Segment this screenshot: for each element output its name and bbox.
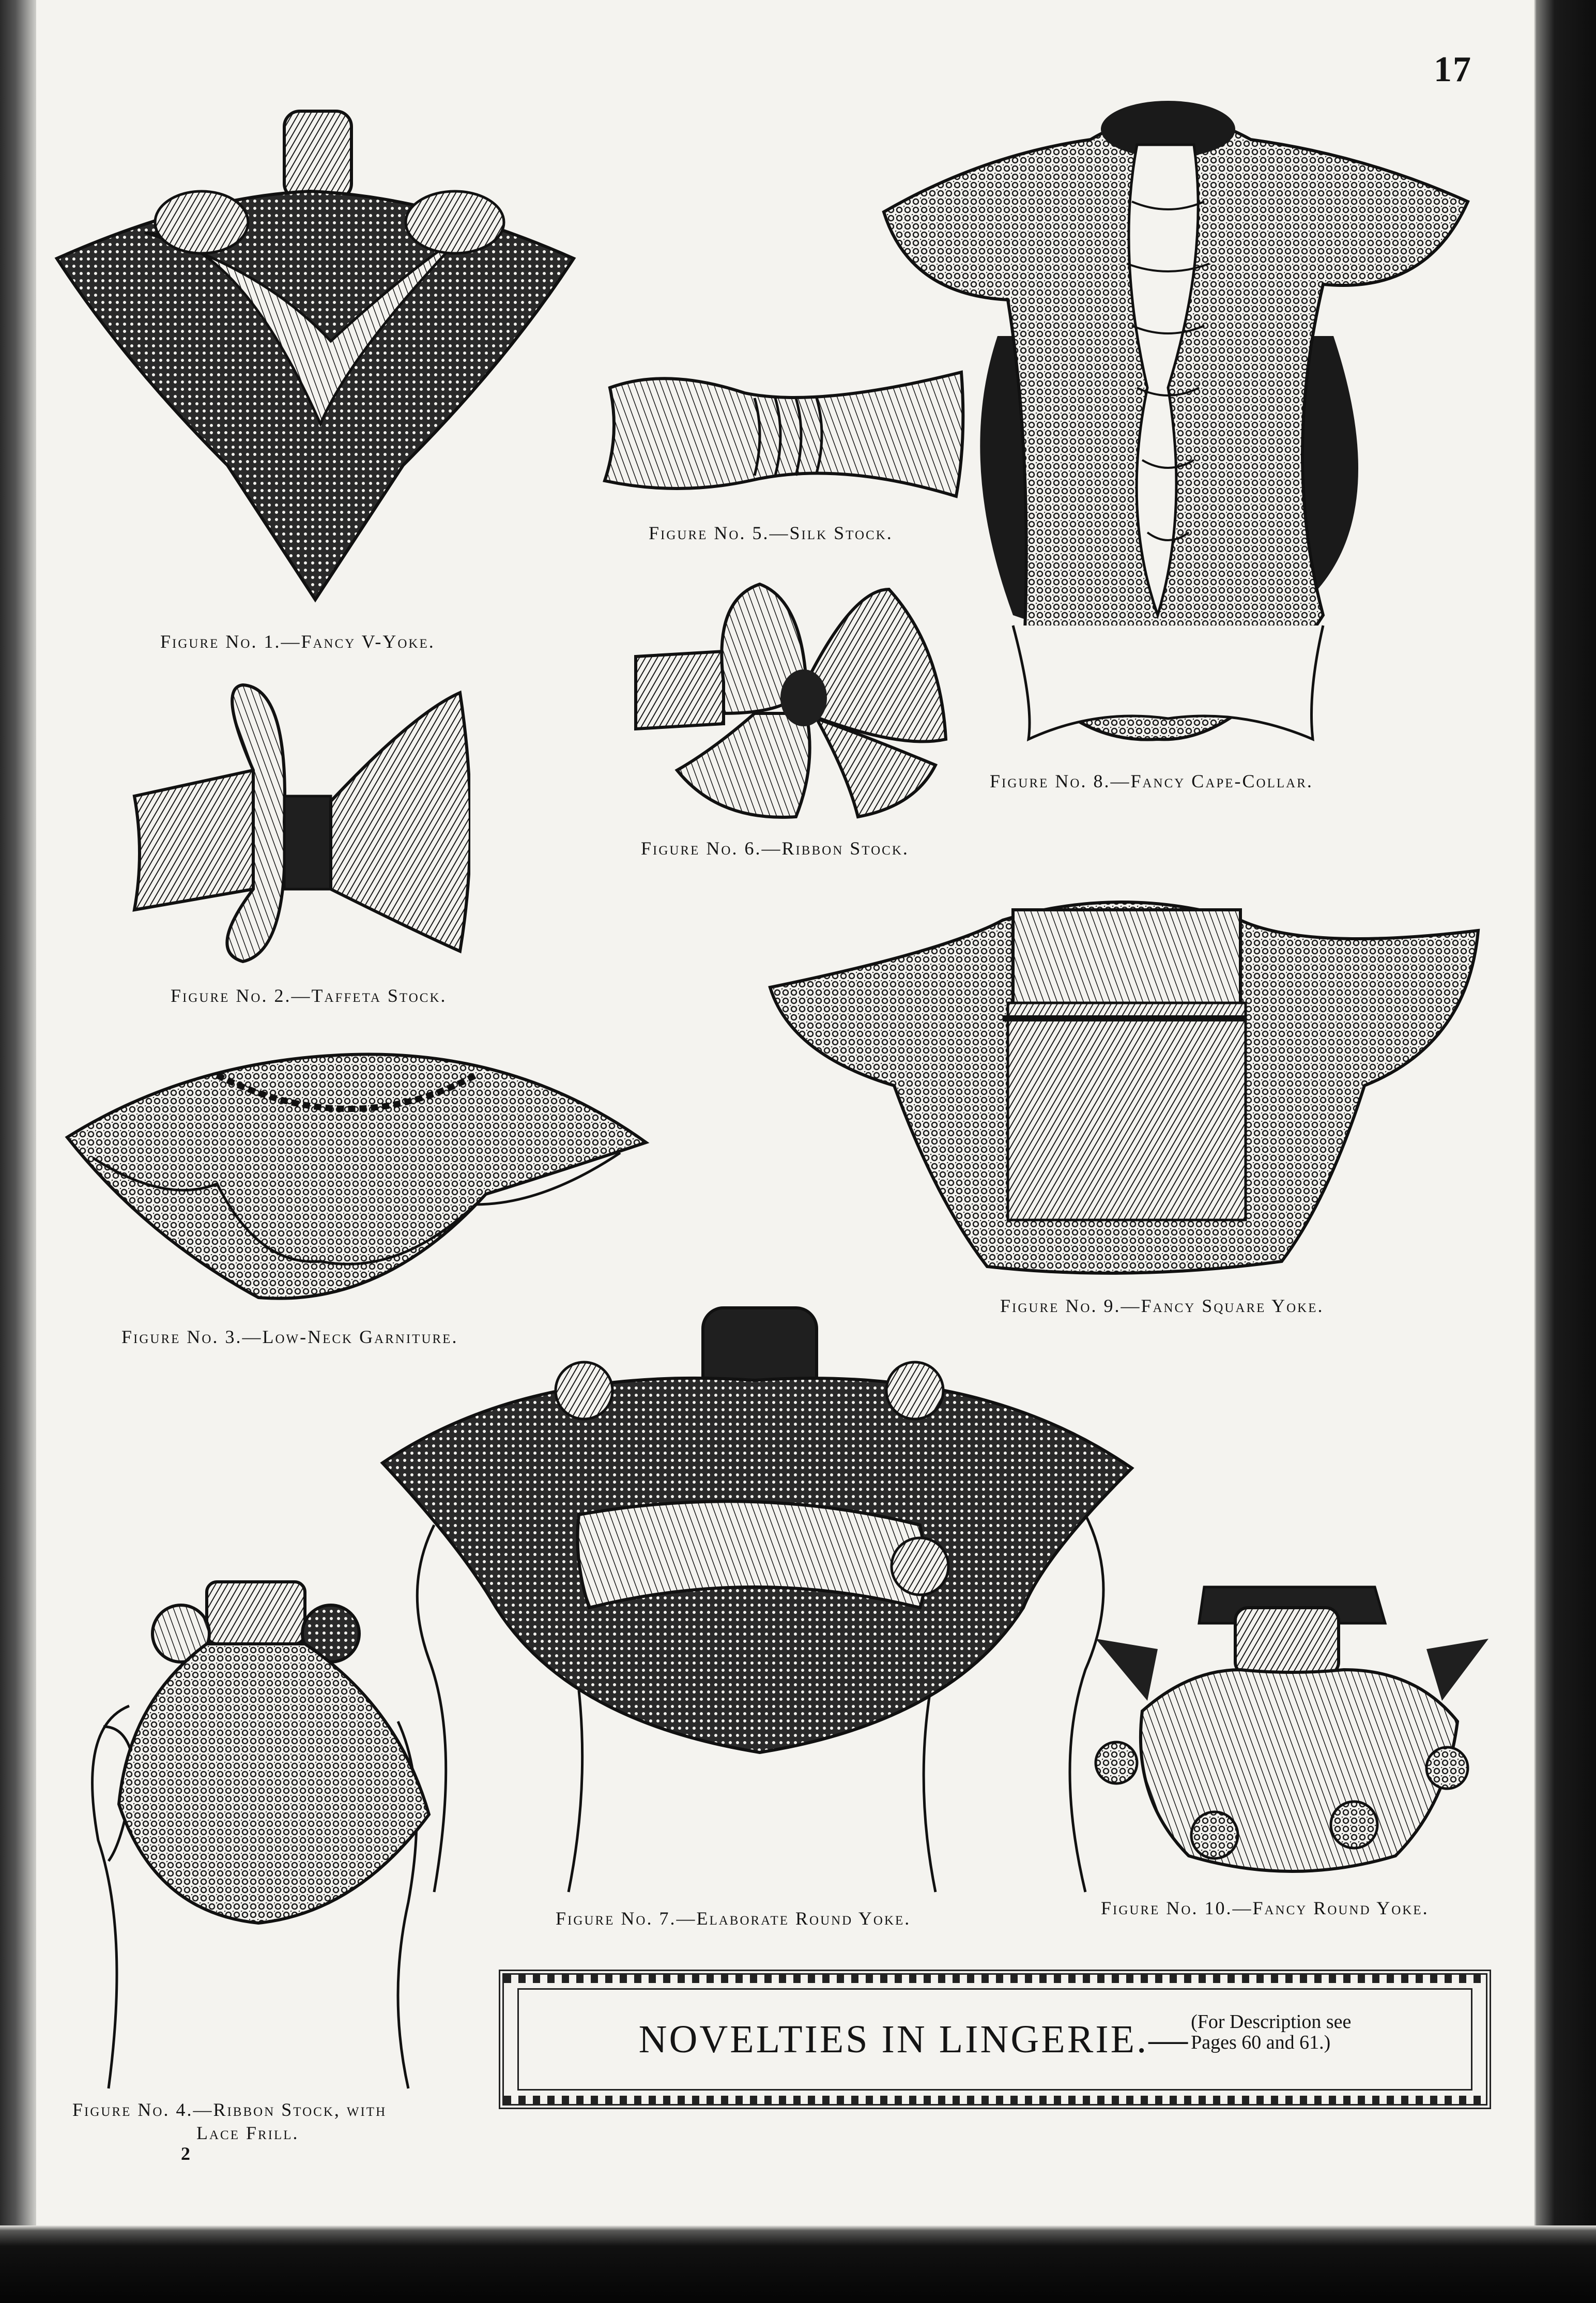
figure-10-fancy-round-yoke-illustration [1085, 1577, 1499, 1887]
figure-9-fancy-square-yoke-illustration [765, 889, 1483, 1282]
scan-bottom-edge [0, 2225, 1596, 2303]
figure-7-caption: Figure No. 7.—Elaborate Round Yoke. [556, 1908, 911, 1929]
title-box-border-ornament [504, 2096, 1486, 2104]
title-box-inner [517, 1988, 1472, 2091]
figure-1-caption: Figure No. 1.—Fancy V-Yoke. [160, 631, 435, 652]
figure-4-caption-line-2: Lace Frill. [196, 2123, 299, 2143]
figure-10-caption: Figure No. 10.—Fancy Round Yoke. [1101, 1898, 1429, 1918]
figure-3-low-neck-garniture-illustration [62, 1039, 651, 1308]
title-box [499, 1970, 1491, 2109]
scan-right-edge [1534, 0, 1596, 2303]
figure-4-caption-line-1: Figure No. 4.—Ribbon Stock, with [72, 2099, 387, 2120]
figure-9-caption: Figure No. 9.—Fancy Square Yoke. [1000, 1295, 1324, 1316]
page-number: 17 [1434, 50, 1472, 89]
figure-8-caption: Figure No. 8.—Fancy Cape-Collar. [990, 771, 1313, 791]
figure-8-fancy-cape-collar-illustration [879, 98, 1473, 750]
figure-2-caption: Figure No. 2.—Taffeta Stock. [171, 985, 447, 1006]
plate-number: 2 [181, 2143, 190, 2164]
description-reference-line-1: (For Description see [1191, 2011, 1352, 2033]
figure-6-caption: Figure No. 6.—Ribbon Stock. [641, 838, 909, 859]
title-dash: — [1148, 2017, 1188, 2061]
figure-3-caption: Figure No. 3.—Low-Neck Garniture. [121, 1326, 458, 1347]
figure-7-elaborate-round-yoke-illustration [372, 1298, 1137, 1897]
scan-left-edge [0, 0, 36, 2303]
figure-1-fancy-v-yoke-illustration [41, 103, 589, 620]
figure-5-caption: Figure No. 5.—Silk Stock. [649, 523, 893, 543]
page-title: NOVELTIES IN LINGERIE. [638, 2017, 1149, 2061]
figure-2-taffeta-stock-illustration [129, 682, 470, 972]
description-reference [1191, 2011, 1351, 2053]
description-reference-line-2: Pages 60 and 61.) [1191, 2032, 1331, 2053]
